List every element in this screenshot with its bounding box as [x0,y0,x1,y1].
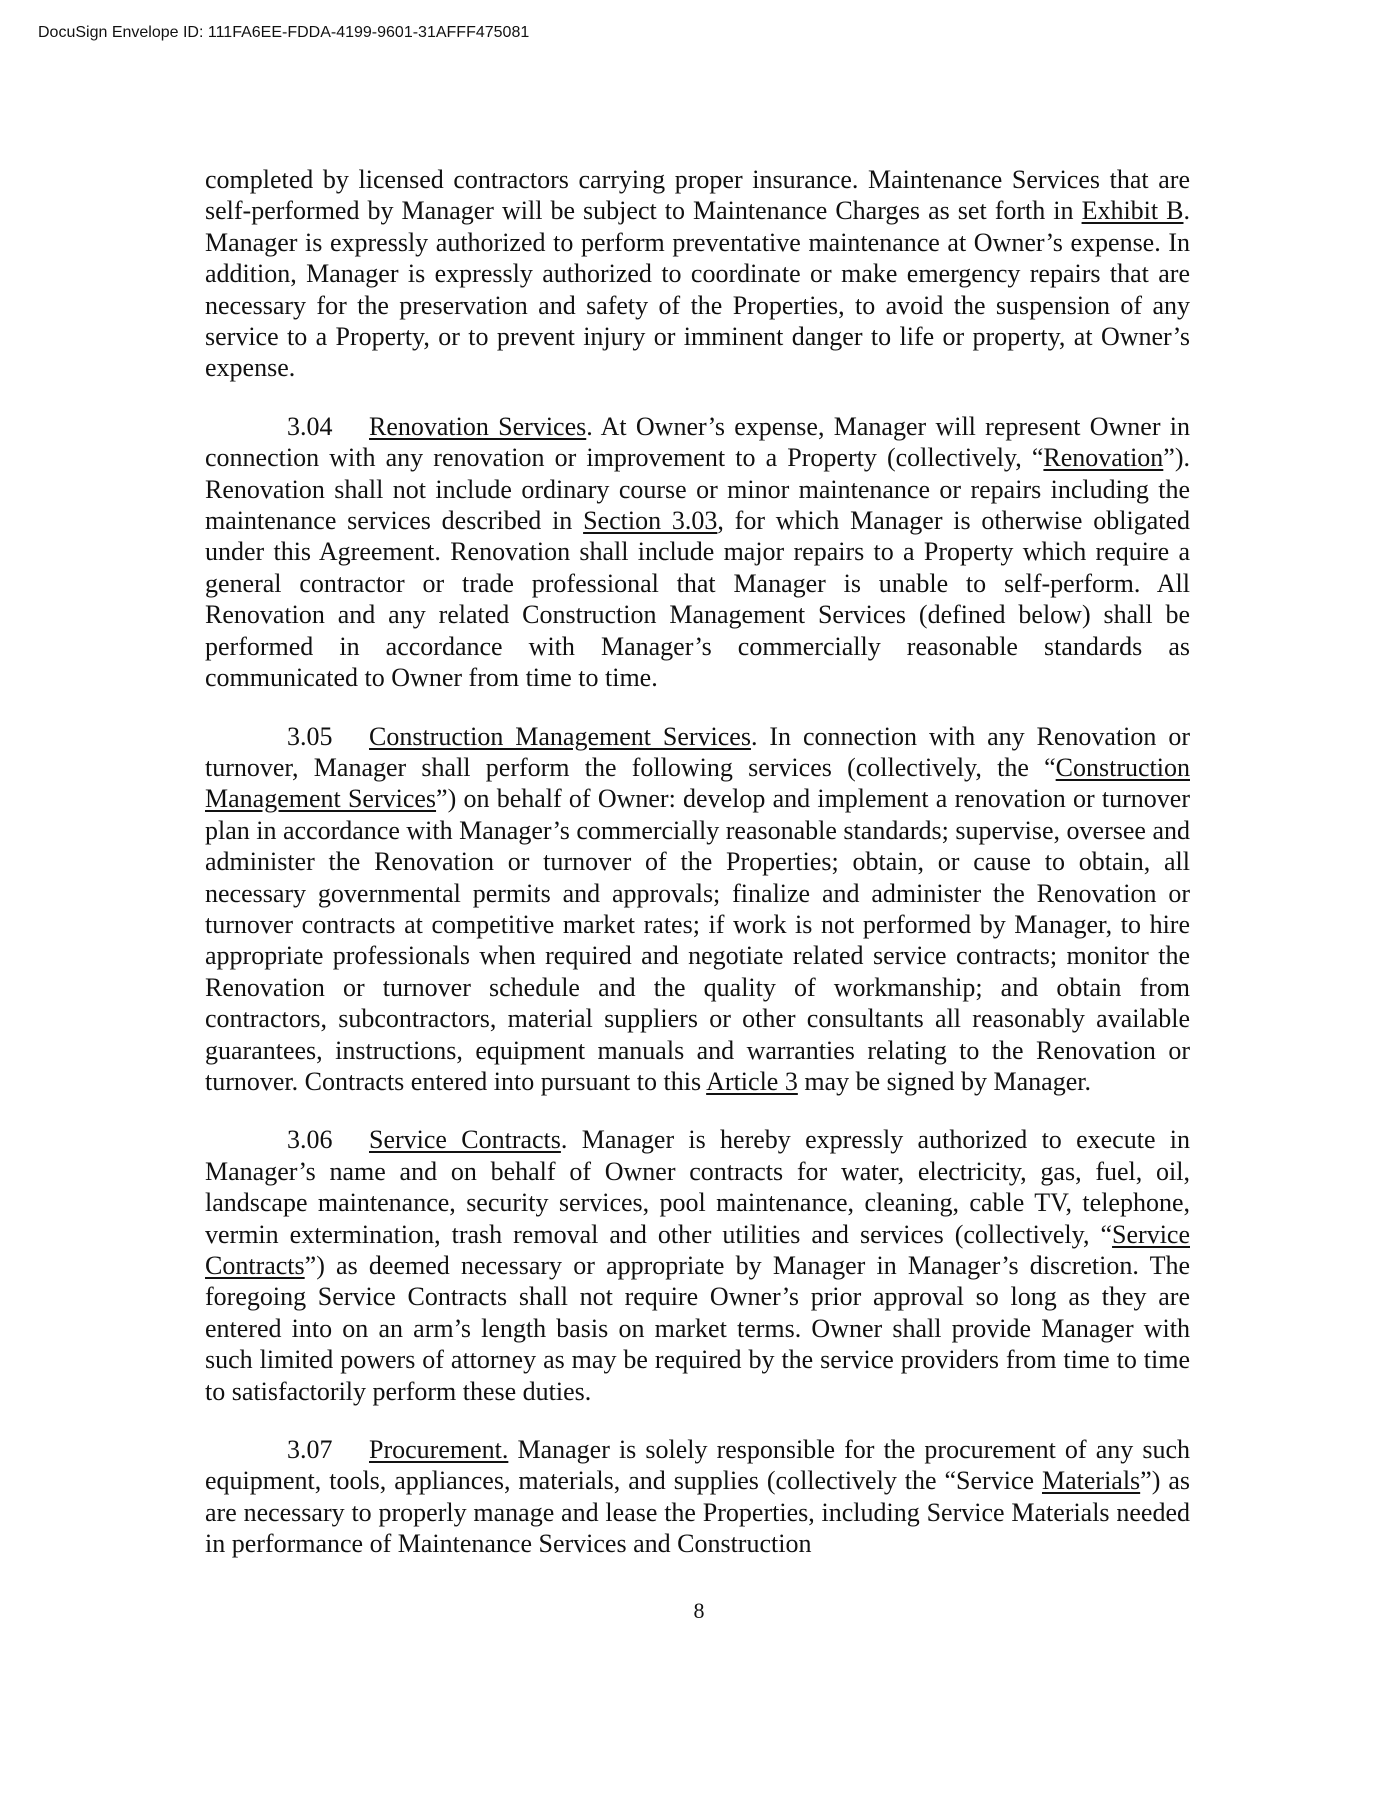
section-number: 3.06 [287,1125,333,1155]
defined-term: Materials [1041,1466,1141,1496]
section-heading: Construction Management Services [369,721,751,751]
document-body [205,164,1190,1560]
section-3-05: 3.05 Construction Management Services. In connection with any Renovation or turnover, Manager shall perform the following services (collectively, the “Construction Management Services”) on behalf of Owner: develop and implement a renovation or turnover plan in accordance with Manager’s commercially reasonable standards; supervise, oversee and administer the Renovation or turnover of the Properties; obtain, or cause to obtain, all necessary governmental permits and approvals; finalize and administer the Renovation or turnover contracts at competitive market rates; if work is not performed by Manager, to hire appropriate professionals when required and negotiate related service contracts; monitor the Renovation or turnover schedule and the quality of workmanship; and obtain from contractors, subcontractors, material suppliers or other consultants all reasonably available guarantees, instructions, equipment manuals and warranties relating to the Renovation or turnover. Contracts entered into pursuant to this Article 3 may be signed by Manager. [205,721,1190,1096]
section-number: 3.05 [287,721,333,751]
page-number: 8 [693,1598,705,1623]
defined-term: Service Contracts [205,1219,1190,1280]
section-heading: Renovation Services [369,411,587,441]
exhibit-b-reference: Exhibit B [1081,196,1184,226]
section-3-04: 3.04 Renovation Services. At Owner’s expense, Manager will represent Owner in connection with any renovation or improvement to a Property (collectively, “Renovation”). Renovation shall not include ordinary course or minor maintenance or repairs including the maintenance services described in Section 3.03, for which Manager is otherwise obligated under this Agreement. Renovation shall include major repairs to a Property which require a general contractor or trade professional that Manager is unable to self-perform. All Renovation and any related Construction Management Services (defined below) shall be performed in accordance with Manager’s commercially reasonable standards as communicated to Owner from time to time. [205,411,1190,693]
envelope-id: DocuSign Envelope ID: 111FA6EE-FDDA-4199-9601-31AFFF475081 [38,24,530,41]
defined-term: Construction Management Services [205,752,1190,814]
article-reference: Article 3 [706,1066,798,1096]
paragraph-continuation: completed by licensed contractors carrying proper insurance. Maintenance Services that are self-performed by Manager will be subject to Maintenance Charges as set forth in Exhibit B. Manager is expressly authorized to perform preventative maintenance at Owner’s expense. In addition, Manager is expressly authorized to coordinate or make emergency repairs that are necessary for the preservation and safety of the Properties, to avoid the suspension of any service to a Property, or to prevent injury or imminent danger to life or property, at Owner’s expense. [205,165,1190,383]
section-number: 3.07 [287,1435,333,1465]
section-heading: Procurement. [369,1435,509,1465]
section-heading: Service Contracts [369,1125,561,1155]
section-number: 3.04 [287,411,333,441]
section-3-07: 3.07 Procurement. Manager is solely responsible for the procurement of any such equipment, tools, appliances, materials, and supplies (collectively the “Service Materials”) as are necessary to properly manage and lease the Properties, including Service Materials needed in performance of Maintenance Services and Construction [205,1435,1190,1559]
section-reference: Section 3.03 [583,506,718,536]
section-3-06: 3.06 Service Contracts. Manager is hereby expressly authorized to execute in Manager’s name and on behalf of Owner contracts for water, electricity, gas, fuel, oil, landscape maintenance, security services, pool maintenance, cleaning, cable TV, telephone, vermin extermination, trash removal and other utilities and services (collectively, “Service Contracts”) as deemed necessary or appropriate by Manager in Manager’s discretion. The foregoing Service Contracts shall not require Owner’s prior approval so long as they are entered into on an arm’s length basis on market terms. Owner shall provide Manager with such limited powers of attorney as may be required by the service providers from time to time to satisfactorily perform these duties. [205,1125,1190,1406]
defined-term: Renovation [1043,443,1164,473]
